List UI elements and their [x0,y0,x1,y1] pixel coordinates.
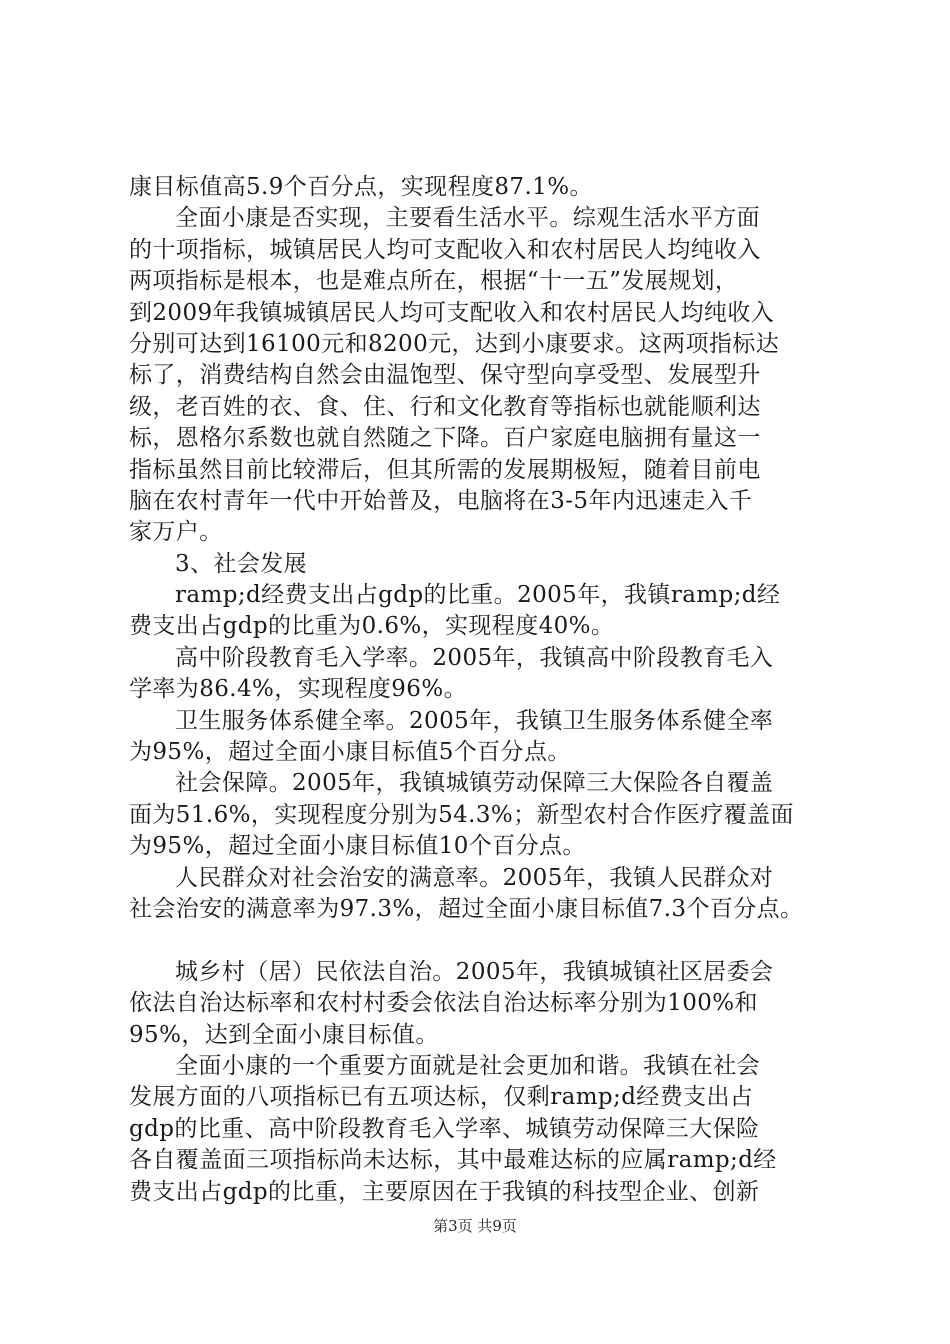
text-line: 级，老百姓的衣、食、住、行和文化教育等指标也就能顺利达 [129,393,761,420]
page-footer [0,1216,950,1236]
blank-line [129,925,841,956]
text-line: 面为51.6%，实现程度分别为54.3%；新型农村合作医疗覆盖面 [129,801,794,828]
paragraph-start: 高中阶段教育毛入学率。2005年，我镇高中阶段教育毛入 [175,644,774,671]
document-body [129,172,841,1208]
paragraph-start: 城乡村（居）民依法自治。2005年，我镇城镇社区居委会 [175,958,774,985]
paragraph-start: 社会保障。2005年，我镇城镇劳动保障三大保险各自覆盖 [175,770,774,797]
text-line: 社会治安的满意率为97.3%，超过全面小康目标值7.3个百分点。 [129,895,804,922]
text-line: 费支出占gdp的比重，主要原因在于我镇的科技型企业、创新 [129,1178,760,1205]
section-heading: 3、社会发展 [175,550,308,577]
paragraph-start: 全面小康的一个重要方面就是社会更加和谐。我镇在社会 [175,1052,760,1079]
text-line: 95%，达到全面小康目标值。 [129,1021,439,1048]
text-line: 指标虽然目前比较滞后，但其所需的发展期极短，随着目前电 [129,456,761,483]
text-line: 分别可达到16100元和8200元，达到小康要求。这两项指标达 [129,330,780,357]
paragraph-start: 卫生服务体系健全率。2005年，我镇卫生服务体系健全率 [175,707,774,734]
text-line: 两项指标是根本，也是难点所在，根据“十一五”发展规划， [129,268,739,295]
text-line: 标，恩格尔系数也就自然随之下降。百户家庭电脑拥有量这一 [129,425,761,452]
text-line: 费支出占gdp的比重为0.6%，实现程度40%。 [129,613,615,640]
text-line: 依法自治达标率和农村村委会依法自治达标率分别为100%和 [129,990,758,1017]
text-line: gdp的比重、高中阶段教育毛入学率、城镇劳动保障三大保险 [129,1115,760,1142]
text-line: 的十项指标，城镇居民人均可支配收入和农村居民人均纯收入 [129,236,761,263]
text-line: 家万户。 [129,519,223,546]
text-line: 为95%，超过全面小康目标值5个百分点。 [129,739,571,766]
paragraph-start: 人民群众对社会治安的满意率。2005年，我镇人民群众对 [175,864,774,891]
text-line: 为95%，超过全面小康目标值10个百分点。 [129,833,586,860]
text-line: 脑在农村青年一代中开始普及，电脑将在3-5年内迅速走入千 [129,487,753,514]
paragraph-start: 全面小康是否实现，主要看生活水平。综观生活水平方面 [175,205,760,232]
text-line: 各自覆盖面三项指标尚未达标，其中最难达标的应属ramp;d经 [129,1147,777,1174]
page-number: 第3页 共9页 [433,1217,517,1235]
paragraph-start: ramp;d经费支出占gdp的比重。2005年，我镇ramp;d经 [175,582,781,609]
text-line: 发展方面的八项指标已有五项达标，仅剩ramp;d经费支出占 [129,1084,754,1111]
text-line: 到2009年我镇城镇居民人均可支配收入和农村居民人均纯收入 [129,299,775,326]
text-line: 康目标值高5.9个百分点，实现程度87.1%。 [129,174,593,200]
text-line: 标了，消费结构自然会由温饱型、保守型向享受型、发展型升 [129,362,761,389]
text-line: 学率为86.4%，实现程度96%。 [129,676,467,703]
